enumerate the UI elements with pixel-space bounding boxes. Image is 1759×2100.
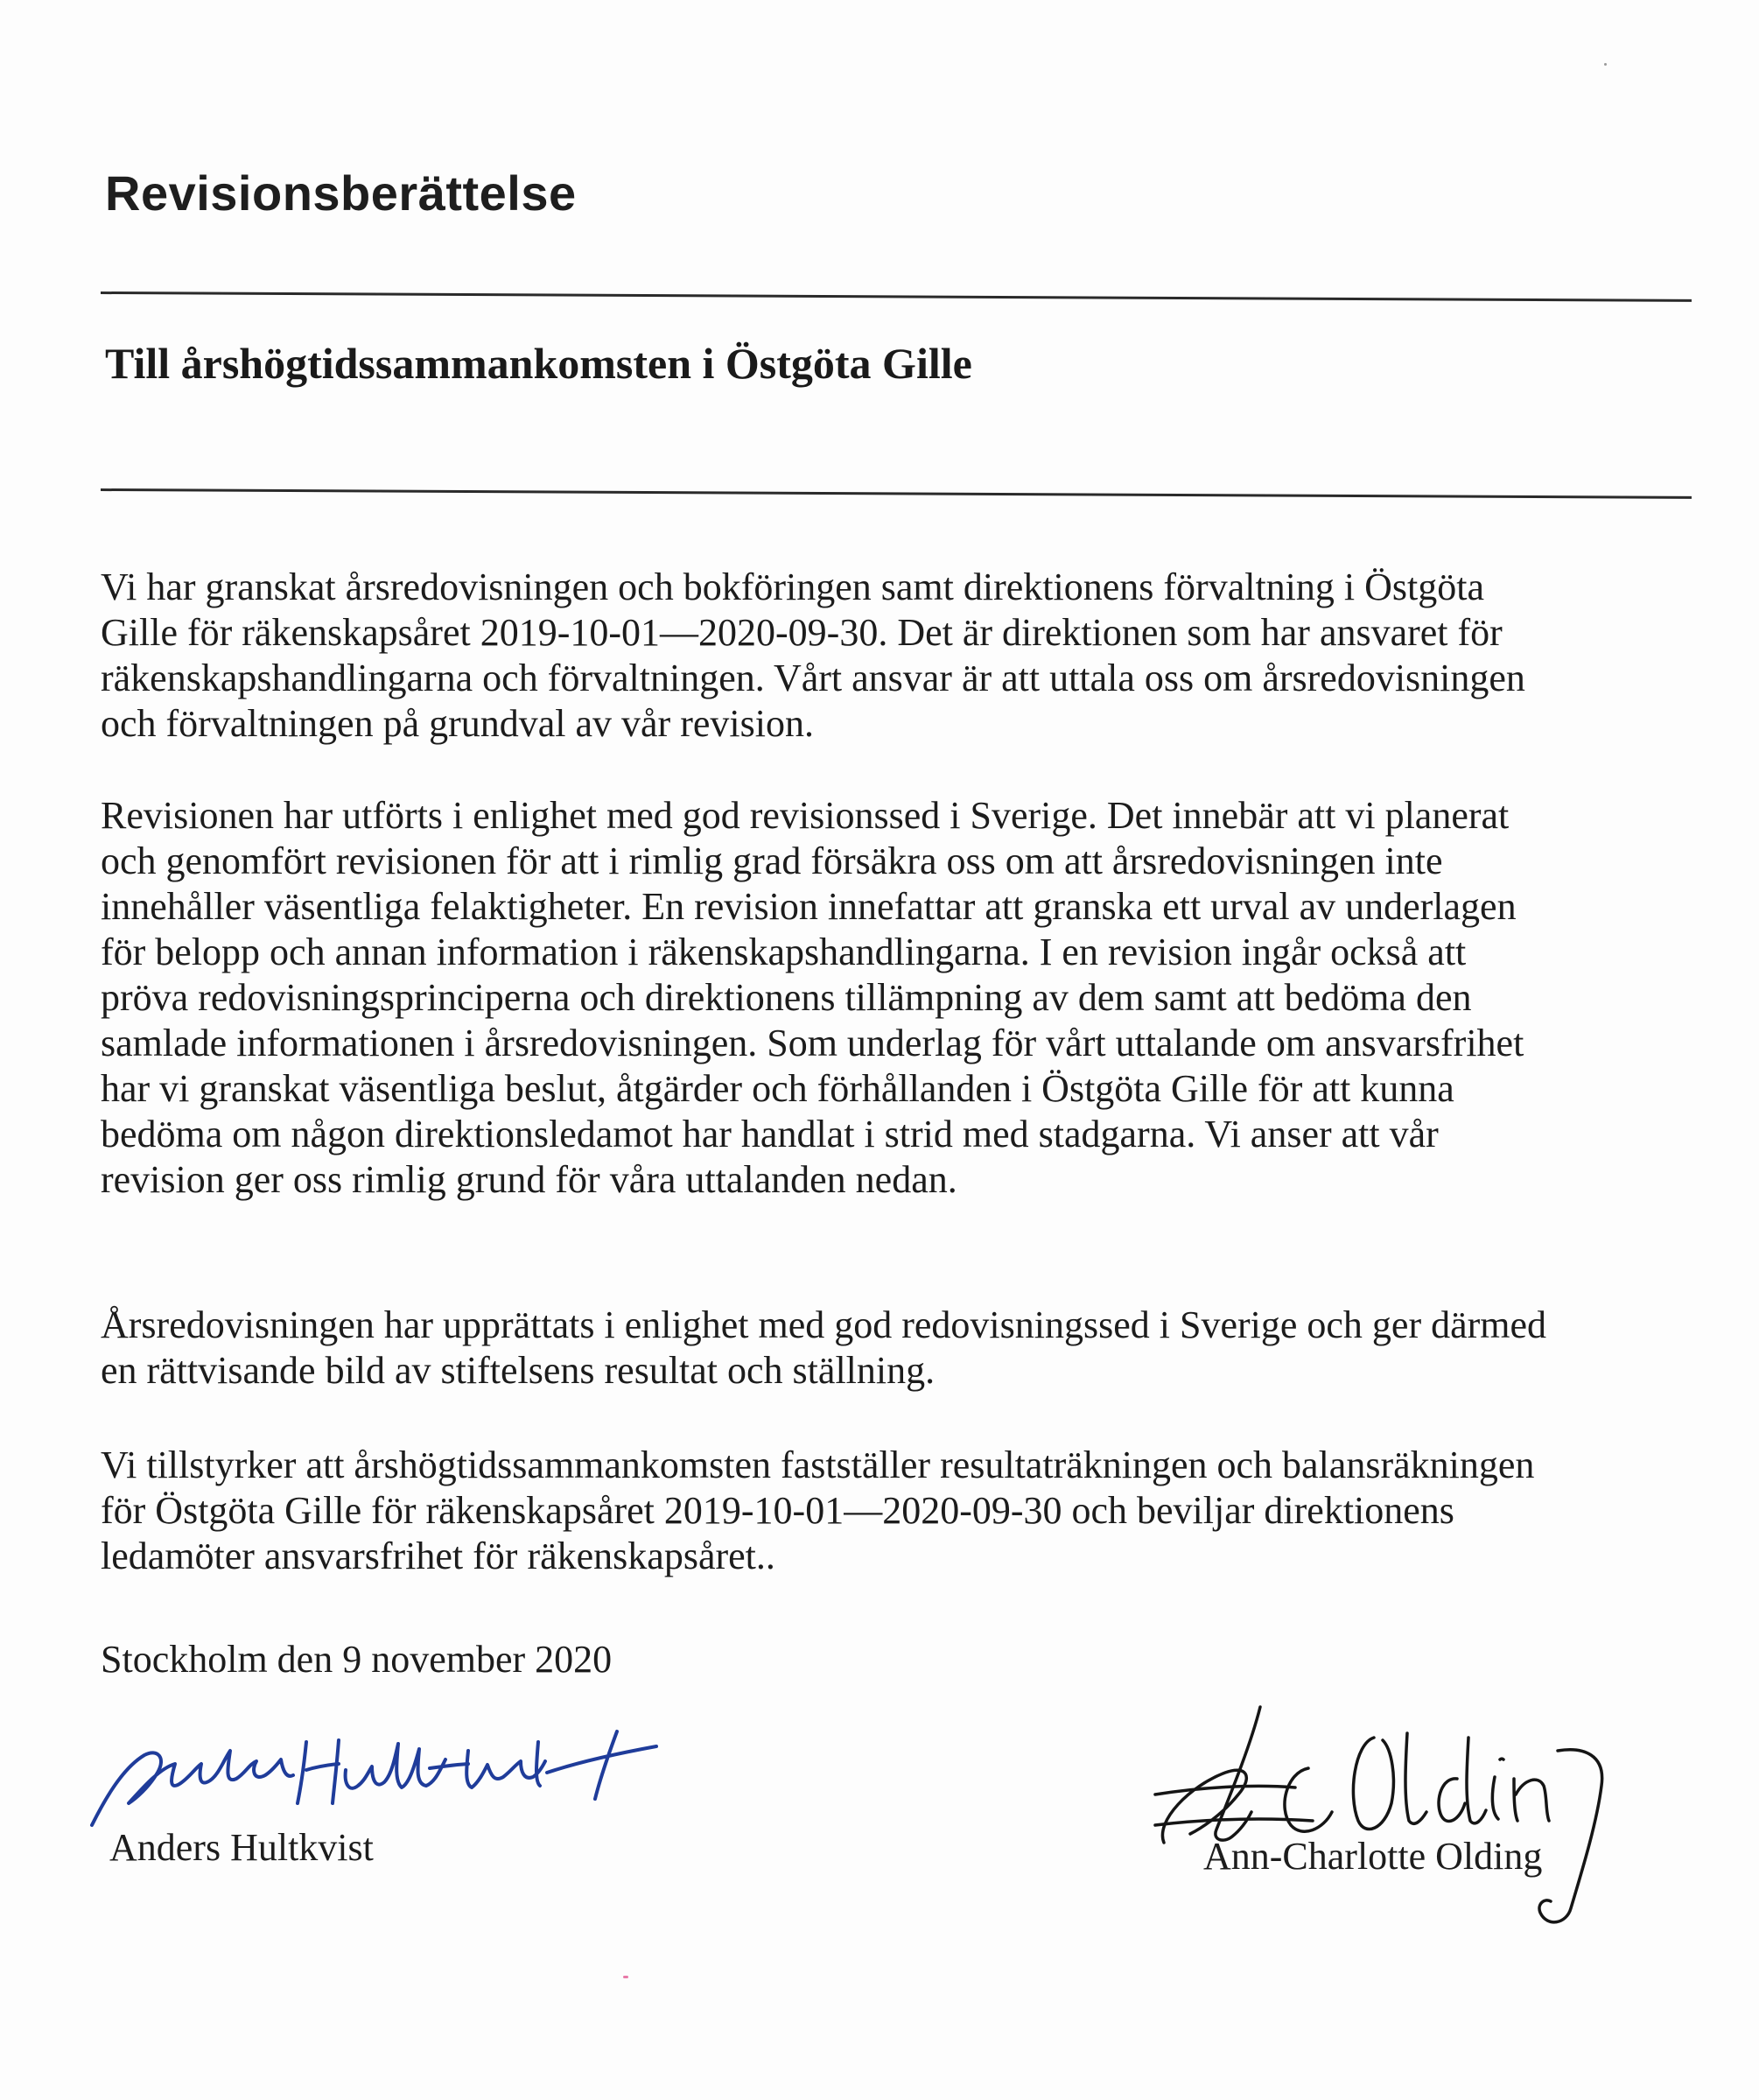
text-line: och förvaltningen på grundval av vår revision. (101, 702, 814, 745)
text-line: revision ger oss rimlig grund för våra uttalanden nedan. (101, 1158, 957, 1201)
text-line: Vi har granskat årsredovisningen och bokföringen samt direktionens förvaltning i Östgöta (101, 565, 1484, 608)
scan-dust-mark (1604, 63, 1607, 66)
text-line: en rättvisande bild av stiftelsens resultat och ställning. (101, 1349, 936, 1392)
text-line: bedöma om någon direktionsledamot har handlat i strid med stadgarna. Vi anser att vår (101, 1113, 1439, 1155)
text-line: Gille för räkenskapsåret 2019-10-01—2020-09-30. Det är direktionen som har ansvaret för (101, 611, 1503, 654)
addressee-heading: Till årshögtidssammankomsten i Östgöta Gille (105, 339, 972, 388)
text-line: innehåller väsentliga felaktigheter. En revision innefattar att granska ett urval av underlagen (101, 885, 1517, 928)
text-line: Revisionen har utförts i enlighet med god revisionssed i Sverige. Det innebär att vi planerat (101, 794, 1510, 837)
document-title: Revisionsberättelse (105, 165, 577, 221)
text-line: ledamöter ansvarsfrihet för räkenskapsåret.. (101, 1535, 775, 1577)
paragraph-opinion (101, 1303, 1711, 1394)
signature-block-anders-hultkvist (83, 1716, 696, 1882)
text-line: samlade informationen i årsredovisningen. Som underlag för vårt uttalande om ansvarsfrihet (101, 1022, 1524, 1064)
signer-name-ann-charlotte: Ann-Charlotte Olding (1203, 1835, 1543, 1878)
text-line: räkenskapshandlingarna och förvaltningen. Vårt ansvar är att uttala oss om årsredovisningen (101, 657, 1525, 699)
place-and-date: Stockholm den 9 november 2020 (101, 1638, 613, 1681)
paragraph-scope (101, 565, 1711, 747)
text-line: för belopp och annan information i räkenskapshandlingarna. I en revision ingår också att (101, 931, 1467, 973)
text-line: för Östgöta Gille för räkenskapsåret 2019-10-01—2020-09-30 och beviljar direktionens (101, 1489, 1454, 1532)
divider-top (101, 291, 1692, 302)
signer-name-anders: Anders Hultkvist (109, 1826, 374, 1869)
text-line: Vi tillstyrker att årshögtidssammankomsten fastställer resultaträkningen och balansräkningen (101, 1443, 1535, 1486)
signature-anders-hultkvist (83, 1716, 696, 1838)
paragraph-recommendation (101, 1443, 1711, 1579)
divider-bottom (101, 488, 1692, 499)
scan-ink-speck (623, 1976, 628, 1978)
signature-block-ann-charlotte-olding (1129, 1689, 1654, 1952)
text-line: och genomfört revisionen för att i rimlig grad försäkra oss om att årsredovisningen inte (101, 839, 1443, 882)
signature-ann-charlotte-olding (1129, 1689, 1654, 1952)
text-line: har vi granskat väsentliga beslut, åtgärder och förhållanden i Östgöta Gille för att kunna (101, 1067, 1454, 1110)
paragraph-audit-method (101, 793, 1711, 1203)
text-line: Årsredovisningen har upprättats i enlighet med god redovisningssed i Sverige och ger därmed (101, 1303, 1547, 1346)
text-line: pröva redovisningsprinciperna och direktionens tillämpning av dem samt att bedöma den (101, 976, 1472, 1019)
